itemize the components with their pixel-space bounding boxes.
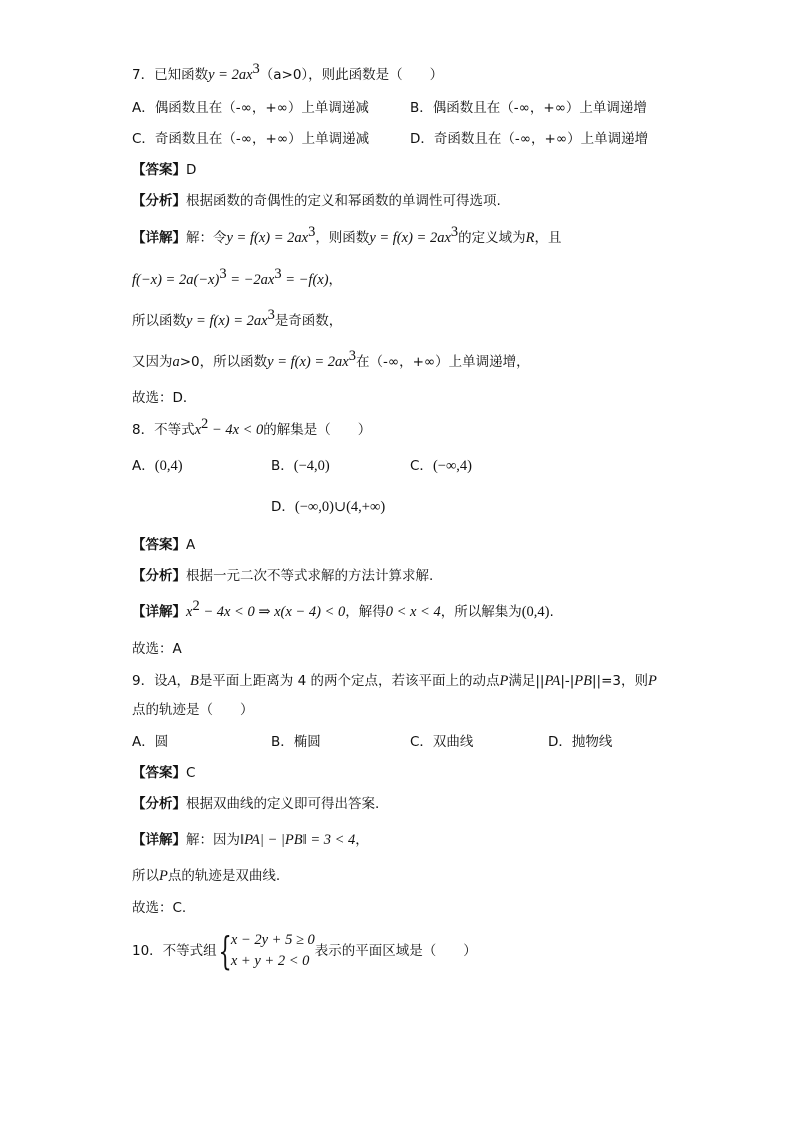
q9-variable: P: [648, 673, 657, 689]
q8-analysis: [132, 566, 433, 586]
q7-formula: y = f(x) = 2ax: [369, 230, 451, 246]
option-value: (−4,0): [293, 458, 330, 474]
q7-analysis: [132, 191, 501, 211]
q7-detail-text: 又因为: [132, 354, 173, 370]
q9-stem-text: 满足||: [508, 673, 545, 689]
q9-stem-text: ，: [176, 673, 190, 689]
q8-option-d: [271, 497, 385, 517]
q9-detail-text: ，: [355, 832, 369, 848]
q9-variable: B: [189, 673, 199, 689]
q9-stem-text: 9．设: [132, 673, 168, 689]
q9-stem-text: 是平面上距离为 4 的两个定点，若该平面上的动点: [198, 673, 500, 689]
q7-formula: = −2ax: [226, 272, 275, 288]
q8-choose-text: 故选：A: [132, 641, 182, 657]
q9-stem-text: ||=3，则: [592, 673, 648, 689]
question-9-stem-line-2: [132, 700, 254, 720]
q7-detail-line-4: [132, 347, 530, 372]
q8-option-a: [132, 456, 183, 476]
q7-formula: f(−x) = 2a(−x): [132, 272, 220, 288]
answer-tag: 【答案】: [132, 162, 186, 178]
q9-variable: PA: [544, 673, 561, 689]
q7-detail-line-2: [132, 265, 343, 290]
q9-stem-text: |-|: [560, 673, 575, 689]
q7-detail-text: 在（-∞，+∞）上单调递增，: [355, 354, 530, 370]
q9-option-c: C．双曲线: [410, 734, 474, 750]
q8-option-b: [271, 456, 330, 476]
q7-detail-line-3: [132, 306, 343, 331]
q10-stem-prefix: 10．不等式组: [132, 943, 217, 959]
q8-detail-text: .: [549, 604, 554, 620]
q9-option-a: A．圆: [132, 734, 169, 750]
inequality-system: [231, 930, 315, 972]
q9-choose-text: 故选：C.: [132, 900, 187, 916]
q9-detail-line-2: [132, 866, 280, 886]
q7-choose: [132, 388, 196, 408]
q10-stem-suffix: 表示的平面区域是（ ）: [314, 943, 477, 959]
left-brace: {: [218, 929, 232, 973]
q7-detail-text: 解：令: [186, 230, 227, 246]
q7-option-a: A．偶函数且在（-∞，+∞）上单调递减: [132, 100, 369, 116]
q7-detail-text: 是奇函数，: [274, 313, 343, 329]
q9-answer: [132, 763, 195, 783]
exponent: 3: [219, 265, 227, 282]
question-8-stem: [132, 415, 372, 440]
question-9-stem-line-1: [132, 671, 657, 691]
q9-option-b: B．椭圆: [271, 734, 321, 750]
analysis-tag: 【分析】: [132, 568, 186, 584]
q7-variable: R: [525, 230, 535, 246]
q9-variable: A: [167, 673, 177, 689]
q9-detail: [132, 830, 369, 850]
q8-formula: x: [194, 422, 202, 438]
q9-analysis-text: 根据双曲线的定义即可得出答案.: [186, 796, 380, 812]
q8-detail: [132, 597, 554, 622]
exponent: 3: [450, 223, 459, 240]
q7-formula: y = f(x) = 2ax: [226, 230, 309, 246]
q8-stem-suffix: 的解集是（ ）: [263, 422, 372, 438]
q7-formula: y = 2ax: [208, 67, 253, 83]
q8-formula: 0 < x < 4: [385, 604, 441, 620]
q7-stem-condition: （a>0），则此函数是（ ）: [259, 67, 444, 83]
q7-analysis-text: 根据函数的奇偶性的定义和幂函数的单调性可得选项.: [186, 193, 501, 209]
q7-detail-line-1: [132, 223, 562, 248]
answer-tag: 【答案】: [132, 765, 186, 781]
q7-option-b: B．偶函数且在（-∞，+∞）上单调递增: [410, 100, 647, 116]
q7-detail-text: 的定义域为: [458, 230, 526, 246]
question-10-stem: [132, 930, 477, 972]
q7-variable: a: [172, 354, 180, 370]
q8-answer-value: A: [186, 537, 196, 553]
q9-variable: PB: [574, 673, 592, 689]
q7-stem-prefix: 7．已知函数: [132, 67, 209, 83]
q7-answer: [132, 160, 196, 180]
exponent: 2: [201, 415, 209, 432]
q8-detail-text: ，所以解集为: [440, 604, 522, 620]
option-value: (0,4): [154, 458, 183, 474]
option-label: C．: [410, 458, 433, 474]
q9-variable: P: [159, 868, 168, 884]
option-value: (−∞,0)∪(4,+∞): [294, 499, 386, 515]
q8-formula: (0,4): [521, 604, 550, 620]
exponent: 2: [192, 597, 200, 614]
q8-detail-text: ，解得: [345, 604, 386, 620]
q8-formula: x: [186, 604, 193, 620]
q9-detail-text: 解：因为: [186, 832, 240, 848]
exponent: 3: [308, 223, 316, 240]
q7-option-c: C．奇函数且在（-∞，+∞）上单调递减: [132, 131, 370, 147]
exponent: 3: [348, 347, 356, 364]
q7-choose-text: 故选：D．: [132, 390, 197, 406]
answer-tag: 【答案】: [132, 537, 186, 553]
detail-tag: 【详解】: [132, 604, 186, 620]
q8-stem-prefix: 8．不等式: [132, 422, 195, 438]
option-label: D．: [271, 499, 295, 515]
analysis-tag: 【分析】: [132, 193, 186, 209]
q7-formula-exponent: 3: [252, 60, 260, 77]
question-7-stem: [132, 60, 444, 85]
option-label: A．: [132, 458, 155, 474]
q9-variable: P: [499, 673, 509, 689]
analysis-tag: 【分析】: [132, 796, 186, 812]
q7-detail-text: ，则函数: [315, 230, 370, 246]
q8-answer: [132, 535, 195, 555]
option-value: (−∞,4): [432, 458, 472, 474]
q9-stem-text: 点的轨迹是（ ）: [132, 702, 254, 718]
q7-formula: y = f(x) = 2ax: [186, 313, 268, 329]
q7-detail-text: 所以函数: [132, 313, 186, 329]
q9-formula: ‖PA| − |PB‖ = 3 < 4: [240, 832, 356, 848]
q8-formula: − 4x < 0: [208, 422, 264, 438]
q7-detail-text: ，且: [534, 230, 562, 246]
q9-analysis: [132, 794, 379, 814]
inequality-2: x + y + 2 < 0: [230, 953, 310, 969]
exponent: 3: [267, 306, 275, 323]
q8-analysis-text: 根据一元二次不等式求解的方法计算求解.: [186, 568, 434, 584]
q9-choose: [132, 898, 186, 918]
q7-formula: y = f(x) = 2ax: [267, 354, 349, 370]
detail-tag: 【详解】: [132, 832, 186, 848]
q7-answer-value: D: [186, 162, 197, 178]
q8-formula: − 4x < 0 ⇒ x(x − 4) < 0: [199, 604, 346, 620]
q9-answer-value: C: [186, 765, 196, 781]
q7-option-d: D．奇函数且在（-∞，+∞）上单调递增: [410, 131, 649, 147]
q7-formula: = −f(x): [281, 272, 329, 288]
option-label: B．: [271, 458, 294, 474]
q7-detail-text: >0，所以函数: [179, 354, 268, 370]
q9-option-d: D．抛物线: [548, 734, 613, 750]
inequality-1: x − 2y + 5 ≥ 0: [230, 932, 315, 948]
q8-choose: [132, 639, 182, 659]
q9-detail-text: 所以: [132, 868, 159, 884]
q8-option-c: [410, 456, 472, 476]
q9-detail-text: 点的轨迹是双曲线.: [167, 868, 281, 884]
q7-detail-text: ，: [328, 272, 343, 288]
exponent: 3: [274, 265, 282, 282]
detail-tag: 【详解】: [132, 230, 186, 246]
